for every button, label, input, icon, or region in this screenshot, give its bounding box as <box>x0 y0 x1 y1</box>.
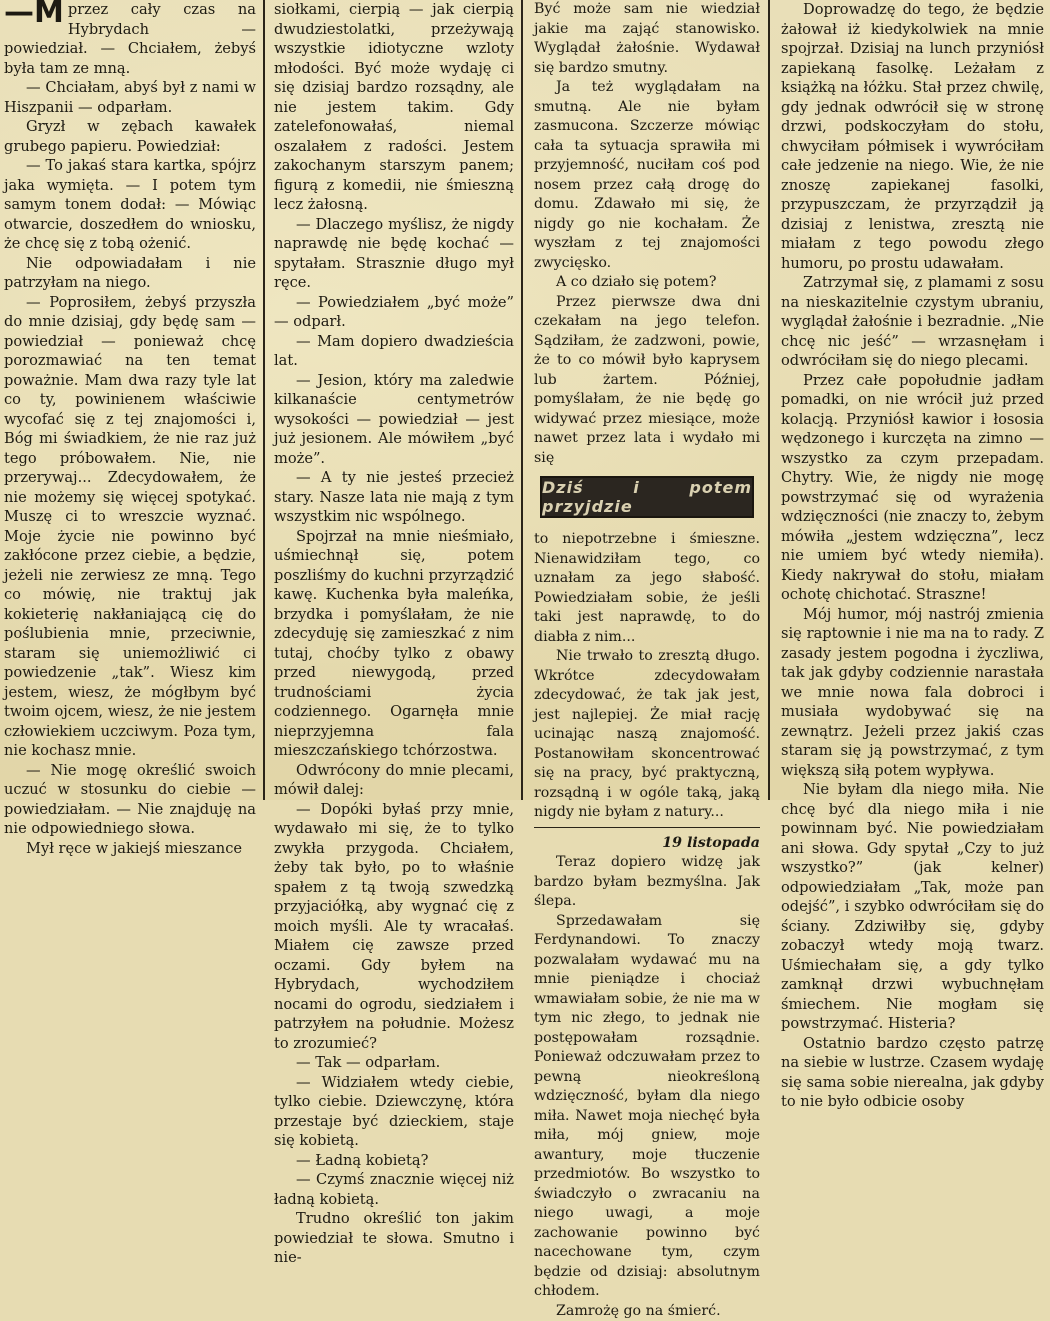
paragraph: — Dlaczego myślisz, że nigdy naprawdę nie będę kochać — spytałam. Strasznie długo mył ręce. <box>274 215 514 293</box>
paragraph: Mój humor, mój nastrój zmienia się raptownie i nie ma na to rady. Z zasady jestem pogodna i życzliwa, tak jak gdyby codziennie narastała we mnie nowa fala dobroci i musiała wydobywać się na zewnątrz. Jeżeli przez jakiś czas staram się ją powstrzymać, z tym większą siłą potem wypływa. <box>781 605 1044 781</box>
paragraph: Mył ręce w jakiejś mieszance <box>4 839 256 859</box>
column-rule <box>263 0 265 800</box>
paragraph: Nie odpowiadałam i nie patrzyłam na niego. <box>4 254 256 293</box>
paragraph: — Poprosiłem, żebyś przyszła do mnie dzisiaj, gdy będę sam — powiedział — ponieważ chcę porozmawiać na ten temat poważnie. Mam dwa razy tyle lat co ty, powinienem właściwie wycofać się z tej znajomości i, Bóg mi świadkiem, że nie raz już tego próbowałem. Nie, nie przerywaj... Zdecydowałem, że nie możemy się więcej spotykać. Muszę ci to wreszcie wyznać. Moje życie nie powinno być zakłócone przez ciebie, a będzie, jeżeli nie zerwiesz ze mną. Tego co mówię, nie traktuj jak kokieterię nakłaniającą cię do poślubienia mnie, przeciwnie, staram się uniemożliwić ci powiedzenie „tak”. Wiesz kim jestem, wiesz, że mógłbym być twoim ojcem, wiesz, że nie jestem człowiekiem uczciwym. Poza tym, nie kochasz mnie. <box>4 293 256 761</box>
paragraph: Zatrzymał się, z plamami z sosu na nieskazitelnie czystym ubraniu, wyglądał żałośnie i bezradnie. „Nie chcę nic jeść” — wrzasnęłam i odwróciłam się do niego plecami. <box>781 273 1044 371</box>
paragraph: Teraz dopiero widzę jak bardzo byłam bezmyślna. Jak ślepa. <box>534 853 760 912</box>
paragraph: — Dopóki byłaś przy mnie, wydawało mi się, że to tylko zwykła przygoda. Chciałem, żeby tak było, po to właśnie spałem z tą twoją szwedzką przyjaciółką, aby wygnać cię z moich myśli. Ale ty wracałaś. Miałem cię zawsze przed oczami. Gdy byłem na Hybrydach, wychodziłem nocami do ogrodu, siedziałem i patrzyłem na południe. Możesz to zrozumieć? <box>274 800 514 1054</box>
paragraph: — Czymś znacznie więcej niż ładną kobietą. <box>274 1170 514 1209</box>
paragraph: — Nie mogę określić swoich uczuć w stosunku do ciebie — powiedziałam. — Nie znajduję na nie odpowiedniego słowa. <box>4 761 256 839</box>
paragraph: Ja też wyglądałam na smutną. Ale nie byłam zasmucona. Szczerze mówiąc cała ta sytuacja sprawiła mi przyjemność, nuciłam coś pod nosem przez całą drogę do domu. Zdawało mi się, że nigdy go nie kochałam. Że wyszłam z tej znajomości zwycięsko. <box>534 78 760 273</box>
text-column-3 <box>528 0 766 800</box>
drop-cap: —M <box>4 0 64 26</box>
paragraph: — Jesion, który ma zaledwie kilkanaście centymetrów wysokości — powiedział — jest już jesionem. Ale mówiłem „być może”. <box>274 371 514 469</box>
paragraph: — Tak — odparłam. <box>274 1053 514 1073</box>
column1-paragraph-0 <box>4 0 256 78</box>
paragraph: — Chciałam, abyś był z nami w Hiszpanii — odparłam. <box>4 78 256 117</box>
paragraph: — A ty nie jesteś przecież stary. Nasze lata nie mają z tym wszystkim nic wspólnego. <box>274 468 514 527</box>
paragraph: Być może sam nie wiedział jakie ma zająć stanowisko. Wyglądał żałośnie. Wydawał się bardzo smutny. <box>534 0 760 78</box>
paragraph: — Widziałem wtedy ciebie, tylko ciebie. Dziewczynę, która przestaje być dzieckiem, staje się kobietą. <box>274 1073 514 1151</box>
paragraph: Doprowadzę do tego, że będzie żałował iż kiedykolwiek na mnie spojrzał. Dzisiaj na lunch przyniósł zapiekaną fasolkę. Leżałam z książką na łóżku. Stał przez chwilę, gdy jednak odwrócił się w stronę drzwi, podskoczyłam do stołu, chwyciłam półmisek i wywróciłam całe jedzenie na niego. Wie, że nie znoszę zapiekanej fasolki, przypuszczam, że przyrządził ją dzisiaj z lenistwa, zresztą nie miałam z tego powodu złego humoru, po prostu udawałam. <box>781 0 1044 273</box>
paragraph: Nie byłam dla niego miła. Nie chcę być dla niego miła i nie powinnam być. Nie powiedziałam ani słowa. Gdy spytał „Czy to już wszystko?” (jak kelner) odpowiedziałam „Tak, może pan odejść”, i szybko odwróciłam się do ściany. Zdziwiłby się, gdyby zobaczył wtedy moją twarz. Uśmiechałam się, a gdy tylko zamknął drzwi wybuchnęłam śmiechem. Nie mogłam się powstrzymać. Histeria? <box>781 780 1044 1034</box>
paragraph: Ostatnio bardzo często patrzę na siebie w lustrze. Czasem wydaję się sama sobie nierealna, jak gdyby to nie było odbicie osoby <box>781 1034 1044 1112</box>
dateline: 19 listopada <box>534 834 760 854</box>
paragraph: Sprzedawałam się Ferdynandowi. To znaczy pozwalałam wydawać mu na mnie pieniądze i chociaż wmawiałam sobie, że nie ma w tym nic złego, to jednak nie postępowałam rozsądnie. Ponieważ odczuwałam przez to pewną nieokreśloną wdzięczność, byłam dla niego miła. Nawet moja niechęć była miła, mój gniew, moje awantury, moje tłuczenie przedmiotów. Bo wszystko to świadczyło o zwracaniu na niego uwagi, a moje zachowanie powinno być nacechowane tym, czym będzie od dzisiaj: absolutnym chłodem. <box>534 912 760 1302</box>
paragraph: siołkami, cierpią — jak cierpią dwudziestolatki, przeżywają wszystkie idiotyczne wzloty młodości. Być może wydaję ci się dzisiaj bardzo rozsądny, ale nie jestem takim. Gdy zatelefonowałaś, niemal oszalałem z radości. Jestem zakochanym starszym panem; figurą z komedii, nie śmieszną lecz żałosną. <box>274 0 514 215</box>
text-column-4 <box>775 0 1050 800</box>
divider <box>534 827 760 828</box>
paragraph: Trudno określić ton jakim powiedział te słowa. Smutno i nie- <box>274 1209 514 1268</box>
paragraph: Gryzł w zębach kawałek grubego papieru. Powiedział: <box>4 117 256 156</box>
section-heading-text: Dziś i potem przyjdzie <box>542 478 752 517</box>
section-heading-banner <box>540 476 754 518</box>
text-column-1 <box>0 0 262 800</box>
paragraph: — To jakaś stara kartka, spójrz jaka wymięta. — I potem tym samym tonem dodał: — Mówiąc otwarcie, doszedłem do wniosku, że chcę się z tobą ożenić. <box>4 156 256 254</box>
paragraph: to niepotrzebne i śmieszne. Nienawidziłam tego, co uznałam za jego słabość. Powiedziałam sobie, że jeśli taki jest naprawdę, to do diabła z nim... <box>534 530 760 647</box>
paragraph: Odwrócony do mnie plecami, mówił dalej: <box>274 761 514 800</box>
paragraph: — Powiedziałem „być może” — odparł. <box>274 293 514 332</box>
paragraph: — Mam dopiero dwadzieścia lat. <box>274 332 514 371</box>
paragraph: Przez pierwsze dwa dni czekałam na jego telefon. Sądziłam, że zadzwoni, powie, że to co mówił było kaprysem lub żartem. Później, pomyślałam, że nie będę go widywać przez miesiące, może nawet przez lata i wydało mi się <box>534 293 760 469</box>
paragraph: Spojrzał na mnie nieśmiało, uśmiechnął się, potem poszliśmy do kuchni przyrządzić kawę. Kuchenka była maleńka, brzydka i pomyślałam, że nie zdecyduję się zamieszkać z nim tutaj, choćby tylko z obawy przed niewygodą, przed trudnościami życia codziennego. Ogarnęła mnie nieprzyjemna fala mieszczańskiego tchórzostwa. <box>274 527 514 761</box>
paragraph: — Ładną kobietą? <box>274 1151 514 1171</box>
paragraph: A co działo się potem? <box>534 273 760 293</box>
paragraph: Przez całe popołudnie jadłam pomadki, on nie wrócił już przed kolacją. Przyniósł kawior i łososia wędzonego i kurczęta na zimno — wszystko za czym przepadam. Chytry. Wie, że nigdy nie mogę powstrzymać się od wyrażenia wdzięczności (nie znaczy to, żebym mówiła „jestem wdzięczna”, lecz nie umiem być wtedy niemiła). Kiedy nakrywał do stołu, miałam ochotę chichotać. Straszne! <box>781 371 1044 605</box>
paragraph: Zamrożę go na śmierć. <box>534 1302 760 1321</box>
paragraph: Nie trwało to zresztą długo. Wkrótce zdecydowałam zdecydować, że tak jak jest, jest najlepiej. Że miał rację ucinając naszą znajomość. Postanowiłam skoncentrować się na pracy, być praktyczną, rozsądną i w ogóle taką, jaką nigdy nie byłam z natury... <box>534 647 760 823</box>
column-rule <box>521 0 523 800</box>
paragraph-text: przez cały czas na Hybrydach — powiedział. — Chciałem, żebyś była tam ze mną. <box>4 1 256 77</box>
text-column-2 <box>268 0 520 800</box>
column-rule <box>768 0 770 800</box>
